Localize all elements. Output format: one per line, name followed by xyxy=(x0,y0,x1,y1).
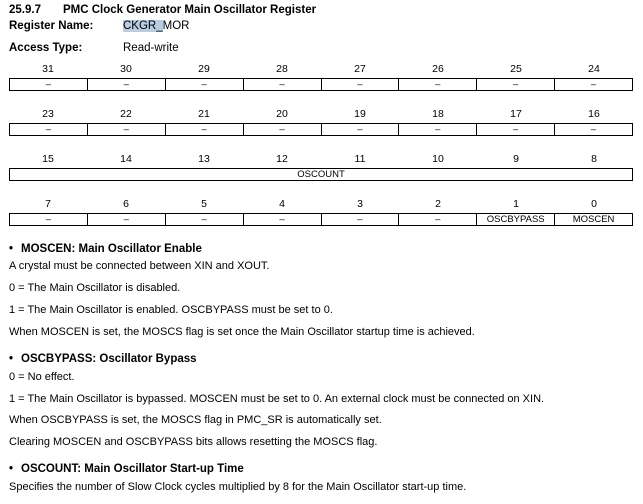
bullet: • xyxy=(9,243,14,255)
oscbypass-para-2: 1 = The Main Oscillator is bypassed. MOSCEN must be set to 0. An external clock must be connected on XIN. xyxy=(9,393,545,405)
bit-number: 18 xyxy=(432,108,444,120)
bit-row-23-16 xyxy=(9,107,633,136)
bit-cell: – xyxy=(87,79,165,90)
section-title: PMC Clock Generator Main Oscillator Register xyxy=(63,4,317,16)
bit-number: 20 xyxy=(276,108,288,120)
bit-number: 9 xyxy=(513,153,519,165)
bit-number: 21 xyxy=(198,108,210,120)
bit-cell: – xyxy=(321,124,399,135)
bullet: • xyxy=(9,463,14,475)
moscen-title: MOSCEN: Main Oscillator Enable xyxy=(21,243,202,255)
bit-number: 24 xyxy=(588,63,600,75)
bit-number: 7 xyxy=(45,198,51,210)
bit-cell: – xyxy=(398,214,476,225)
bit-row-31-24 xyxy=(9,62,633,91)
bit-cell: – xyxy=(87,124,165,135)
moscen-para-1: A crystal must be connected between XIN and XOUT. xyxy=(9,260,270,272)
bit-cell: – xyxy=(476,124,554,135)
moscen-para-2: 0 = The Main Oscillator is disabled. xyxy=(9,282,181,294)
bit-number: 23 xyxy=(42,108,54,120)
bit-number: 14 xyxy=(120,153,132,165)
oscount-title: OSCOUNT: Main Oscillator Start-up Time xyxy=(21,463,244,475)
bit-number: 30 xyxy=(120,63,132,75)
register-name-rest: MOR xyxy=(162,20,190,32)
bullet: • xyxy=(9,353,14,365)
bit-number: 3 xyxy=(357,198,363,210)
bit-number: 29 xyxy=(198,63,210,75)
section-number: 25.9.7 xyxy=(9,4,41,16)
bit-number: 16 xyxy=(588,108,600,120)
bit-row-15-8 xyxy=(9,152,633,181)
moscen-heading xyxy=(9,243,202,255)
bit-number: 13 xyxy=(198,153,210,165)
bit-number: 31 xyxy=(42,63,54,75)
bit-cell: – xyxy=(398,79,476,90)
bit-cell: – xyxy=(398,124,476,135)
bit-cell: – xyxy=(87,214,165,225)
bit-cell: – xyxy=(243,79,321,90)
bit-number: 6 xyxy=(123,198,129,210)
bit-number: 11 xyxy=(354,153,366,165)
moscen-para-3: 1 = The Main Oscillator is enabled. OSCBYPASS must be set to 0. xyxy=(9,304,333,316)
bit-number: 28 xyxy=(276,63,288,75)
oscbypass-bit-cell: OSCBYPASS xyxy=(476,214,554,225)
bit-number: 25 xyxy=(510,63,522,75)
bit-cell: – xyxy=(554,79,632,90)
oscbypass-heading xyxy=(9,353,197,365)
bit-cell: – xyxy=(243,214,321,225)
moscen-para-4: When MOSCEN is set, the MOSCS flag is set once the Main Oscillator startup time is achieved. xyxy=(9,326,475,338)
oscount-field-cell: OSCOUNT xyxy=(297,169,345,180)
oscount-heading xyxy=(9,463,244,475)
bit-number: 0 xyxy=(591,198,597,210)
bit-cell: – xyxy=(476,79,554,90)
bit-cell: – xyxy=(321,214,399,225)
bit-number: 5 xyxy=(201,198,207,210)
bit-cell: – xyxy=(165,214,243,225)
bit-number: 8 xyxy=(591,153,597,165)
bit-cell: – xyxy=(165,124,243,135)
bit-number: 2 xyxy=(435,198,441,210)
access-type-value: Read-write xyxy=(123,42,179,54)
bit-number: 27 xyxy=(354,63,366,75)
register-name-highlight: CKGR_ xyxy=(123,20,163,32)
bit-cell: – xyxy=(45,79,52,90)
moscen-bit-cell: MOSCEN xyxy=(554,214,632,225)
oscbypass-para-1: 0 = No effect. xyxy=(9,371,75,383)
bit-cell: – xyxy=(45,124,52,135)
access-type-label: Access Type: xyxy=(9,42,83,54)
bit-number: 10 xyxy=(432,153,444,165)
bit-number: 15 xyxy=(42,153,54,165)
bit-cell: – xyxy=(45,214,52,225)
bit-row-7-0 xyxy=(9,197,633,226)
bit-number: 17 xyxy=(510,108,522,120)
bit-cell: – xyxy=(321,79,399,90)
bit-number: 19 xyxy=(354,108,366,120)
bit-number: 4 xyxy=(279,198,285,210)
oscount-para-1: Specifies the number of Slow Clock cycles multiplied by 8 for the Main Oscillator start-up time. xyxy=(9,481,467,493)
bit-cell: – xyxy=(554,124,632,135)
bit-number: 22 xyxy=(120,108,132,120)
oscbypass-para-4: Clearing MOSCEN and OSCBYPASS bits allows resetting the MOSCS flag. xyxy=(9,436,378,448)
register-name-value xyxy=(123,20,189,32)
bit-number: 26 xyxy=(432,63,444,75)
bit-cell: – xyxy=(165,79,243,90)
bit-cell: – xyxy=(243,124,321,135)
register-name-label: Register Name: xyxy=(9,20,94,32)
bit-number: 12 xyxy=(276,153,288,165)
oscbypass-title: OSCBYPASS: Oscillator Bypass xyxy=(21,353,197,365)
bit-number: 1 xyxy=(513,198,519,210)
oscbypass-para-3: When OSCBYPASS is set, the MOSCS flag in PMC_SR is automatically set. xyxy=(9,414,382,426)
